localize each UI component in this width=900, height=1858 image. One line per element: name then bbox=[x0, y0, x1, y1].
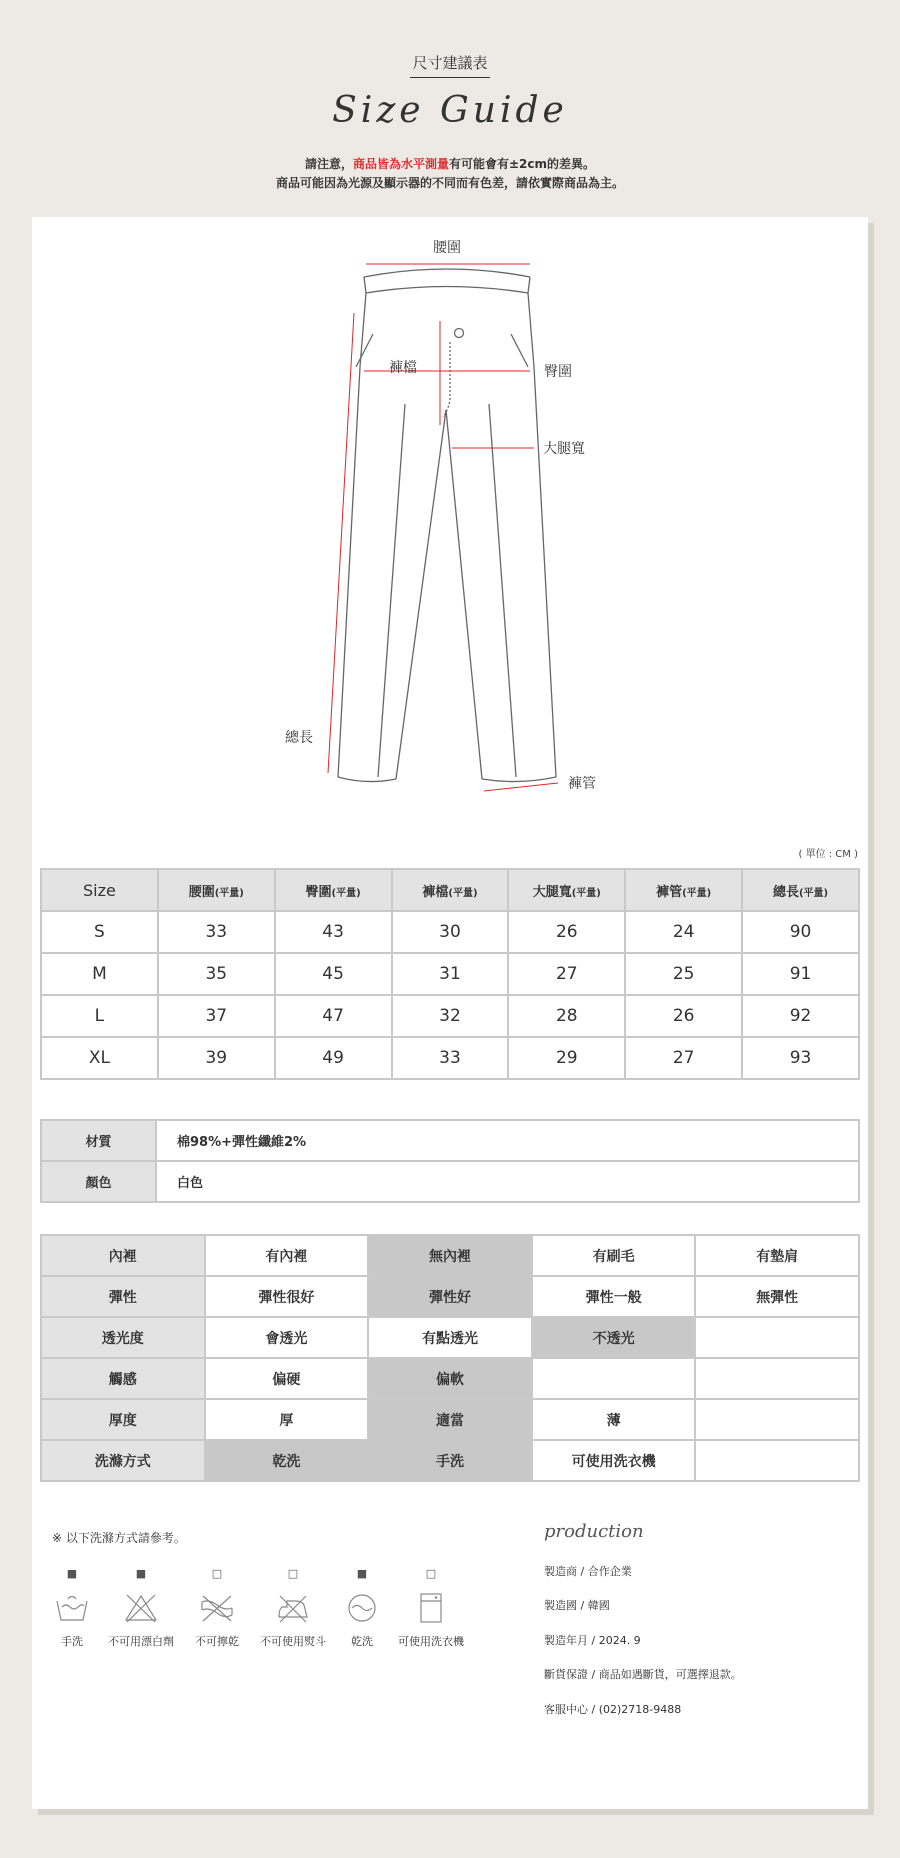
size-table-header bbox=[41, 869, 859, 911]
waist-cell: 37 bbox=[158, 995, 275, 1037]
size-cell: M bbox=[41, 953, 158, 995]
production-manufacturer: 製造商 / 合作企業 bbox=[544, 1565, 632, 1578]
right-pocket bbox=[511, 334, 528, 367]
hip-cell: 45 bbox=[275, 953, 392, 995]
left-leg-outer bbox=[338, 293, 366, 777]
wash-item-no-iron bbox=[253, 1567, 333, 1649]
right-crease bbox=[489, 404, 516, 777]
color-row bbox=[41, 1161, 859, 1202]
attr-option-selected: 彈性好 bbox=[368, 1276, 532, 1317]
size-cell: XL bbox=[41, 1037, 158, 1079]
attr-option-selected: 乾洗 bbox=[205, 1440, 369, 1481]
attr-option: 可使用洗衣機 bbox=[532, 1440, 696, 1481]
hem-cell: 25 bbox=[625, 953, 742, 995]
header-hem: 褲管(平量) bbox=[625, 869, 742, 911]
thickness-row bbox=[41, 1399, 859, 1440]
elasticity-row bbox=[41, 1276, 859, 1317]
attr-option: 有點透光 bbox=[368, 1317, 532, 1358]
thigh-cell: 28 bbox=[508, 995, 625, 1037]
no-iron-icon bbox=[275, 1593, 311, 1623]
table-row bbox=[41, 995, 859, 1037]
attr-option: 有內裡 bbox=[205, 1235, 369, 1276]
table-row bbox=[41, 911, 859, 953]
attr-option-selected: 無內裡 bbox=[368, 1235, 532, 1276]
attr-option: 有墊肩 bbox=[695, 1235, 859, 1276]
production-customer-service: 客服中心 / (02)2718-9488 bbox=[544, 1703, 682, 1716]
table-row bbox=[41, 953, 859, 995]
attr-option-selected: 適當 bbox=[368, 1399, 532, 1440]
waist-label: 腰圍 bbox=[433, 240, 461, 256]
attr-option bbox=[532, 1358, 696, 1399]
wash-item-dry-clean bbox=[322, 1567, 402, 1649]
header-thigh: 大腿寬(平量) bbox=[508, 869, 625, 911]
hip-cell: 47 bbox=[275, 995, 392, 1037]
length-cell: 92 bbox=[742, 995, 859, 1037]
material-label: 材質 bbox=[41, 1120, 156, 1161]
wash-label: 乾洗 bbox=[351, 1635, 373, 1648]
measurement-notice bbox=[0, 155, 900, 193]
lining-row bbox=[41, 1235, 859, 1276]
attr-label: 厚度 bbox=[41, 1399, 205, 1440]
notice-line2: 商品可能因為光源及顯示器的不同而有色差，請依實際商品為主。 bbox=[275, 176, 624, 190]
color-value: 白色 bbox=[156, 1161, 859, 1202]
size-table bbox=[40, 868, 860, 1080]
thigh-cell: 26 bbox=[508, 911, 625, 953]
header-length: 總長(平量) bbox=[742, 869, 859, 911]
wash-item-hand-wash bbox=[32, 1567, 112, 1649]
checkbox-icon: □ bbox=[425, 1567, 437, 1580]
hem-cell: 24 bbox=[625, 911, 742, 953]
pants-diagram bbox=[32, 217, 868, 817]
material-value: 棉98%+彈性纖維2% bbox=[156, 1120, 859, 1161]
waist-cell: 39 bbox=[158, 1037, 275, 1079]
header-size: Size bbox=[41, 869, 158, 911]
rise-label: 褲檔 bbox=[389, 360, 417, 376]
attr-option: 厚 bbox=[205, 1399, 369, 1440]
attr-option: 彈性很好 bbox=[205, 1276, 369, 1317]
left-pocket bbox=[356, 334, 373, 367]
wash-item-washing-machine bbox=[391, 1567, 471, 1649]
thigh-cell: 27 bbox=[508, 953, 625, 995]
wash-label: 不可擰乾 bbox=[195, 1635, 239, 1648]
attr-label: 彈性 bbox=[41, 1276, 205, 1317]
size-guide-subtitle bbox=[0, 52, 900, 78]
attr-option: 彈性一般 bbox=[532, 1276, 696, 1317]
fly-line bbox=[443, 342, 450, 417]
production-title: production bbox=[544, 1521, 644, 1542]
attr-option: 薄 bbox=[532, 1399, 696, 1440]
checkbox-icon: □ bbox=[287, 1567, 299, 1580]
attr-option-selected: 偏軟 bbox=[368, 1358, 532, 1399]
attr-option bbox=[695, 1358, 859, 1399]
rise-cell: 32 bbox=[392, 995, 509, 1037]
header-hip: 臀圍(平量) bbox=[275, 869, 392, 911]
checkbox-icon: ■ bbox=[66, 1567, 78, 1580]
rise-cell: 30 bbox=[392, 911, 509, 953]
right-leg-inner bbox=[446, 410, 482, 779]
hip-cell: 43 bbox=[275, 911, 392, 953]
notice-prefix: 請注意， bbox=[304, 157, 353, 171]
attr-option: 偏硬 bbox=[205, 1358, 369, 1399]
transparency-row bbox=[41, 1317, 859, 1358]
attr-option: 無彈性 bbox=[695, 1276, 859, 1317]
waist-cell: 33 bbox=[158, 911, 275, 953]
attr-option bbox=[695, 1440, 859, 1481]
page-title: Size Guide bbox=[332, 90, 568, 131]
waistband-left bbox=[364, 277, 366, 293]
size-guide-card bbox=[32, 217, 868, 1809]
length-cell: 91 bbox=[742, 953, 859, 995]
washing-machine-icon bbox=[413, 1593, 449, 1623]
size-guide-subtitle-text: 尺寸建議表 bbox=[410, 52, 489, 78]
pants-outline bbox=[338, 269, 556, 782]
unit-note: ( 單位 : CM ) bbox=[798, 849, 858, 860]
wash-label: 不可使用熨斗 bbox=[260, 1635, 326, 1648]
waistband-top bbox=[364, 269, 530, 277]
left-crease bbox=[378, 404, 405, 777]
attr-option bbox=[695, 1317, 859, 1358]
hip-label: 臀圍 bbox=[544, 364, 572, 380]
size-cell: L bbox=[41, 995, 158, 1037]
left-leg-inner bbox=[396, 410, 446, 779]
wash-label: 手洗 bbox=[61, 1635, 83, 1648]
hem-measure-line bbox=[484, 783, 558, 791]
production-country: 製造國 / 韓國 bbox=[544, 1599, 610, 1612]
attr-option: 有刷毛 bbox=[532, 1235, 696, 1276]
wash-item-no-bleach bbox=[101, 1567, 181, 1649]
table-row bbox=[41, 1037, 859, 1079]
notice-suffix: 有可能會有±2cm的差異。 bbox=[449, 157, 596, 171]
wash-label: 可使用洗衣機 bbox=[398, 1635, 464, 1648]
hip-cell: 49 bbox=[275, 1037, 392, 1079]
checkbox-icon: ■ bbox=[356, 1567, 368, 1580]
rise-cell: 31 bbox=[392, 953, 509, 995]
no-bleach-icon bbox=[123, 1593, 159, 1623]
material-table bbox=[40, 1119, 860, 1203]
length-cell: 93 bbox=[742, 1037, 859, 1079]
attr-option-selected: 手洗 bbox=[368, 1440, 532, 1481]
color-label: 顏色 bbox=[41, 1161, 156, 1202]
wash-label: 不可用漂白劑 bbox=[108, 1635, 174, 1648]
attributes-table bbox=[40, 1234, 860, 1482]
wash-item-no-wring bbox=[177, 1567, 257, 1649]
washing-row bbox=[41, 1440, 859, 1481]
hand-wash-icon bbox=[54, 1593, 90, 1623]
production-date: 製造年月 / 2024. 9 bbox=[544, 1634, 641, 1647]
attr-option: 會透光 bbox=[205, 1317, 369, 1358]
length-cell: 90 bbox=[742, 911, 859, 953]
waistband-right bbox=[528, 277, 530, 293]
hem-cell: 27 bbox=[625, 1037, 742, 1079]
attr-label: 洗滌方式 bbox=[41, 1440, 205, 1481]
dry-clean-icon bbox=[344, 1593, 380, 1623]
header-rise: 褲檔(平量) bbox=[392, 869, 509, 911]
hem-label: 褲管 bbox=[568, 776, 596, 792]
waistband-bottom bbox=[366, 287, 528, 294]
right-hem bbox=[482, 777, 556, 782]
checkbox-icon: □ bbox=[211, 1567, 223, 1580]
notice-highlight: 商品皆為水平測量 bbox=[352, 157, 449, 171]
left-hem bbox=[338, 777, 396, 782]
header-waist: 腰圍(平量) bbox=[158, 869, 275, 911]
thigh-cell: 29 bbox=[508, 1037, 625, 1079]
thigh-label: 大腿寬 bbox=[543, 441, 585, 457]
checkbox-icon: ■ bbox=[135, 1567, 147, 1580]
attr-option bbox=[695, 1399, 859, 1440]
material-row bbox=[41, 1120, 859, 1161]
waist-button bbox=[455, 329, 464, 338]
attr-label: 觸感 bbox=[41, 1358, 205, 1399]
length-label: 總長 bbox=[285, 730, 313, 746]
attr-option-selected: 不透光 bbox=[532, 1317, 696, 1358]
washing-title: ※ 以下洗滌方式請參考。 bbox=[52, 1531, 186, 1545]
size-cell: S bbox=[41, 911, 158, 953]
production-stock-guarantee: 斷貨保證 / 商品如遇斷貨，可選擇退款。 bbox=[544, 1668, 742, 1681]
attr-label: 透光度 bbox=[41, 1317, 205, 1358]
rise-cell: 33 bbox=[392, 1037, 509, 1079]
attr-label: 內裡 bbox=[41, 1235, 205, 1276]
waist-cell: 35 bbox=[158, 953, 275, 995]
hem-cell: 26 bbox=[625, 995, 742, 1037]
texture-row bbox=[41, 1358, 859, 1399]
no-wring-icon bbox=[199, 1593, 235, 1623]
